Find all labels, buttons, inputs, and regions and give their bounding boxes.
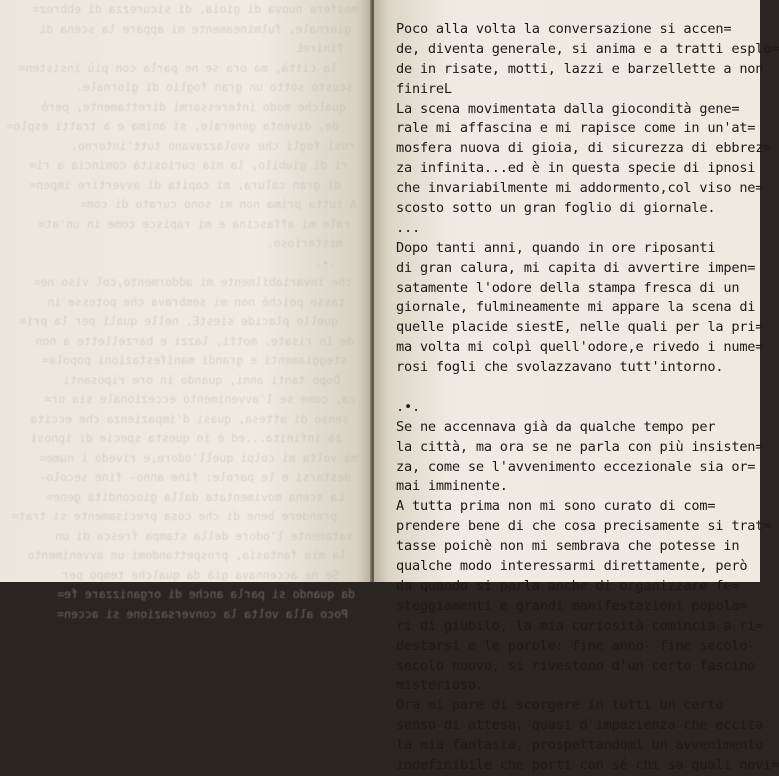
typed-text-block bbox=[396, 20, 779, 776]
text-line: indefinibile che porti con sé chi sa quali novi= bbox=[396, 756, 779, 773]
text-line: destarsi e le parole: fine anno- fine secolo- bbox=[396, 637, 756, 654]
show-through-line: ma volta mi colpì quell'odore,e rivedo i nume= bbox=[39, 450, 358, 465]
text-line: Se ne accennava già da qualche tempo per bbox=[396, 418, 716, 435]
show-through-line: quelle placide siestE, nelle quali per la pri= bbox=[19, 314, 338, 328]
show-through-line: steggiamenti e grandi manifestazioni popola= bbox=[42, 353, 347, 367]
show-through-line: senso di attesa, quasi d'impazienza che eccita bbox=[30, 411, 349, 426]
text-line: za, come se l'avvenimento eccezionale sia or= bbox=[396, 458, 756, 475]
text-line: senso di attesa, quasi d'impazienza che eccita bbox=[396, 717, 764, 734]
text-line: za infinita...ed è in questa specie di ipnosi bbox=[396, 160, 756, 177]
show-through-line: de in risate, motti, lazzi e barzellette a non bbox=[35, 333, 354, 348]
show-through-line: di gran calura, mi capita di avvertire impen= bbox=[29, 177, 341, 192]
show-through-line: La scena movimentata dalla giocondità gene= bbox=[46, 489, 344, 504]
text-line: misterioso. bbox=[396, 677, 484, 694]
text-line: mai imminente. bbox=[396, 478, 508, 495]
text-line: de, diventa generale, si anima e a tratti esplo= bbox=[396, 40, 779, 57]
show-through-line: giornale, fulmineamente mi appare la scena di bbox=[39, 21, 351, 36]
text-line: Poco alla volta la conversazione si accen= bbox=[396, 21, 732, 37]
text-line: de in risate, motti, lazzi e barzellette a non bbox=[396, 60, 764, 77]
text-line: che invariabilmente mi addormento,col viso ne= bbox=[396, 180, 764, 197]
text-line: ma volta mi colpì quell'odore,e rivedo i nume= bbox=[396, 339, 764, 356]
show-through-line: scosto sotto un gran foglio di giornale. bbox=[76, 80, 353, 94]
show-through-line: rale mi affascina e mi rapisce come in un'at= bbox=[38, 216, 350, 231]
show-through-line: Poco alla volta la conversazione si accen= bbox=[57, 606, 348, 621]
text-line: A tutta prima non mi sono curato di com= bbox=[396, 498, 716, 515]
text-line: steggiamenti e grandi manifestazioni popola= bbox=[396, 597, 748, 614]
text-line: di gran calura, mi capita di avvertire impen= bbox=[396, 259, 756, 276]
text-line: Ora mi pare di scorgere in tutti un certo bbox=[396, 697, 724, 714]
show-through-line: Se ne accennava già da qualche tempo per bbox=[62, 567, 339, 582]
section-separator: .•. bbox=[396, 398, 420, 415]
text-line: ri di giubilo, la mia curiosità comincia a ri= bbox=[396, 617, 764, 634]
show-through-line: de, diventa generale, si anima e a tratti esplo= bbox=[6, 119, 339, 133]
show-through-line: Dopo tanti anni, quando in ore riposanti bbox=[63, 372, 340, 387]
show-through-line: destarsi e le parole: fine anno- fine secolo- bbox=[39, 470, 351, 484]
show-through-line: la mia fantasia, prospettandomi un avvenimento bbox=[27, 548, 346, 562]
text-line: secolo nuovo, si rivestono d'un certo fascino bbox=[396, 657, 756, 674]
show-through-line: mosfera nuova di gioia, di sicurezza di ebbrez= bbox=[32, 2, 358, 16]
section-separator: ... bbox=[396, 219, 420, 236]
blank-line bbox=[396, 378, 746, 398]
text-line: qualche modo interessarmi direttamente, però bbox=[396, 558, 748, 575]
show-through-line: qualche modo interessarmi direttamente, però bbox=[41, 99, 346, 114]
text-line: tasse poichè non mi sembrava che potesse in bbox=[396, 538, 740, 555]
show-through-line: finireL bbox=[295, 41, 344, 55]
show-through-line: misterioso. bbox=[266, 236, 343, 250]
text-line: la città, ma ora se ne parla con più insisten= bbox=[396, 438, 764, 455]
show-through-line: .•. bbox=[315, 255, 336, 270]
text-line: finireL bbox=[396, 80, 452, 97]
text-line: da quando si parla anche di organizzare fe= bbox=[396, 577, 740, 594]
show-through-text bbox=[0, 0, 372, 621]
show-through-line: che invariabilmente mi addormento,col viso ne= bbox=[33, 275, 352, 289]
show-through-line: satamente l'odore della stampa fresca di un bbox=[55, 528, 353, 543]
text-line: mosfera nuova di gioia, di sicurezza di ebbrez= bbox=[396, 140, 772, 157]
text-line: rale mi affascina e mi rapisce come in un'at= bbox=[396, 120, 756, 137]
text-line: rosi fogli che svolazzavano tutt'intorno. bbox=[396, 359, 724, 376]
show-through-line: ri di giubilo, la mia curiosità comincia a ri= bbox=[29, 158, 348, 172]
text-line: La scena movimentata dalla giocondità gene= bbox=[396, 100, 740, 117]
text-line: satamente l'odore della stampa fresca di un bbox=[396, 279, 740, 296]
left-page bbox=[0, 0, 372, 621]
text-line: prendere bene di che cosa precisamente si trat= bbox=[396, 518, 772, 535]
show-through-line: za infinita...ed è in questa specie di ipnosi bbox=[30, 431, 342, 445]
show-through-line: rosi fogli che svolazzavano tutt'intorno. bbox=[71, 138, 355, 153]
text-line: scosto sotto un gran foglio di giornale. bbox=[396, 200, 716, 217]
text-line: quelle placide siestE, nelle quali per la pri= bbox=[396, 319, 764, 336]
show-through-line: da quando si parla anche di organizzare fe= bbox=[57, 587, 355, 601]
text-line: Dopo tanti anni, quando in ore riposanti bbox=[396, 239, 716, 256]
show-through-line: za, come se l'avvenimento eccezionale sia or= bbox=[44, 392, 356, 406]
text-line: la mia fantasia, prospettandomi un avvenimento bbox=[396, 737, 764, 754]
text-line: giornale, fulmineamente mi appare la scena di bbox=[396, 299, 756, 316]
show-through-line: tasse poichè non mi sembrava che potesse in bbox=[47, 294, 345, 309]
show-through-line: la città, ma ora se ne parla con più insisten= bbox=[18, 60, 337, 75]
show-through-line: prendere bene di che cosa precisamente si trat= bbox=[11, 509, 337, 523]
show-through-line: A tutta prima non mi sono curato di com= bbox=[80, 197, 357, 211]
